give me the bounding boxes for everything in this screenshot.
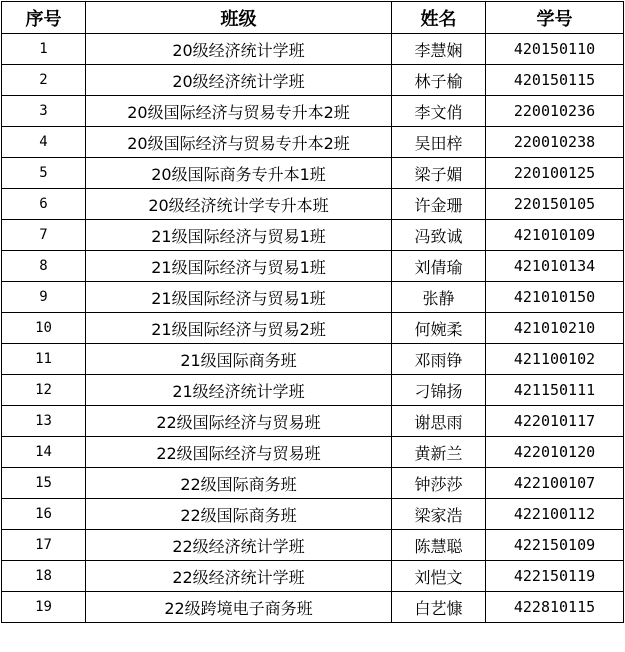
row-class-cell: 22级国际经济与贸易班 [86,437,392,468]
row-class-cell: 21级国际经济与贸易1班 [86,251,392,282]
table-body [2,34,624,623]
header-row [2,2,624,34]
row-student-id-cell: 421010150 [486,282,624,313]
row-name-cell: 钟莎莎 [392,468,486,499]
row-student-id-cell: 220100125 [486,158,624,189]
row-name-cell: 许金珊 [392,189,486,220]
row-student-id-cell: 421100102 [486,344,624,375]
row-name-cell: 谢思雨 [392,406,486,437]
row-class-cell: 22级经济统计学班 [86,530,392,561]
row-index-cell: 10 [2,313,86,344]
row-index-cell: 9 [2,282,86,313]
table-row [2,530,624,561]
row-student-id-cell: 422150109 [486,530,624,561]
row-class-cell: 22级国际商务班 [86,468,392,499]
row-index-cell: 16 [2,499,86,530]
row-student-id-cell: 422100107 [486,468,624,499]
row-student-id-cell: 422150119 [486,561,624,592]
row-index-cell: 7 [2,220,86,251]
row-name-cell: 陈慧聪 [392,530,486,561]
row-index-cell: 6 [2,189,86,220]
table-row [2,127,624,158]
row-class-cell: 20级国际经济与贸易专升本2班 [86,96,392,127]
row-student-id-cell: 421010210 [486,313,624,344]
header-student-id: 学号 [486,2,624,34]
table-row [2,499,624,530]
row-student-id-cell: 422010120 [486,437,624,468]
table-row [2,344,624,375]
row-index-cell: 11 [2,344,86,375]
row-student-id-cell: 422010117 [486,406,624,437]
row-class-cell: 20级经济统计学班 [86,65,392,96]
row-name-cell: 张静 [392,282,486,313]
row-student-id-cell: 421150111 [486,375,624,406]
row-name-cell: 林子榆 [392,65,486,96]
row-class-cell: 20级经济统计学班 [86,34,392,65]
row-index-cell: 8 [2,251,86,282]
row-student-id-cell: 421010109 [486,220,624,251]
table-row [2,375,624,406]
row-name-cell: 刁锦扬 [392,375,486,406]
row-index-cell: 15 [2,468,86,499]
row-name-cell: 何婉柔 [392,313,486,344]
row-student-id-cell: 220010238 [486,127,624,158]
row-class-cell: 20级国际经济与贸易专升本2班 [86,127,392,158]
row-index-cell: 13 [2,406,86,437]
header-name: 姓名 [392,2,486,34]
table-row [2,158,624,189]
row-name-cell: 李慧娴 [392,34,486,65]
row-student-id-cell: 422810115 [486,592,624,623]
row-index-cell: 2 [2,65,86,96]
table-header [2,2,624,34]
row-name-cell: 刘恺文 [392,561,486,592]
row-index-cell: 14 [2,437,86,468]
student-roster-table [1,1,624,623]
row-class-cell: 22级跨境电子商务班 [86,592,392,623]
row-student-id-cell: 420150110 [486,34,624,65]
row-index-cell: 3 [2,96,86,127]
table-row [2,34,624,65]
row-name-cell: 梁子媚 [392,158,486,189]
row-index-cell: 18 [2,561,86,592]
table-row [2,251,624,282]
table-row [2,592,624,623]
row-class-cell: 21级国际经济与贸易1班 [86,220,392,251]
row-index-cell: 12 [2,375,86,406]
row-class-cell: 21级国际经济与贸易2班 [86,313,392,344]
header-index: 序号 [2,2,86,34]
row-class-cell: 20级经济统计学专升本班 [86,189,392,220]
row-name-cell: 冯致诚 [392,220,486,251]
row-class-cell: 21级国际商务班 [86,344,392,375]
row-student-id-cell: 421010134 [486,251,624,282]
row-index-cell: 19 [2,592,86,623]
table-row [2,65,624,96]
row-index-cell: 4 [2,127,86,158]
row-name-cell: 李文俏 [392,96,486,127]
table-row [2,561,624,592]
row-class-cell: 22级国际经济与贸易班 [86,406,392,437]
header-class: 班级 [86,2,392,34]
row-student-id-cell: 220150105 [486,189,624,220]
row-index-cell: 5 [2,158,86,189]
row-name-cell: 邓雨铮 [392,344,486,375]
row-class-cell: 21级国际经济与贸易1班 [86,282,392,313]
row-index-cell: 17 [2,530,86,561]
row-name-cell: 刘倩瑜 [392,251,486,282]
table-row [2,220,624,251]
row-name-cell: 黄新兰 [392,437,486,468]
row-name-cell: 白艺慷 [392,592,486,623]
row-student-id-cell: 422100112 [486,499,624,530]
row-class-cell: 22级国际商务班 [86,499,392,530]
table-row [2,437,624,468]
table-row [2,282,624,313]
table-row [2,468,624,499]
table-row [2,96,624,127]
row-class-cell: 21级经济统计学班 [86,375,392,406]
row-class-cell: 22级经济统计学班 [86,561,392,592]
table-row [2,189,624,220]
row-student-id-cell: 220010236 [486,96,624,127]
row-name-cell: 吴田梓 [392,127,486,158]
row-index-cell: 1 [2,34,86,65]
row-student-id-cell: 420150115 [486,65,624,96]
row-name-cell: 梁家浩 [392,499,486,530]
row-class-cell: 20级国际商务专升本1班 [86,158,392,189]
table-row [2,406,624,437]
table-row [2,313,624,344]
